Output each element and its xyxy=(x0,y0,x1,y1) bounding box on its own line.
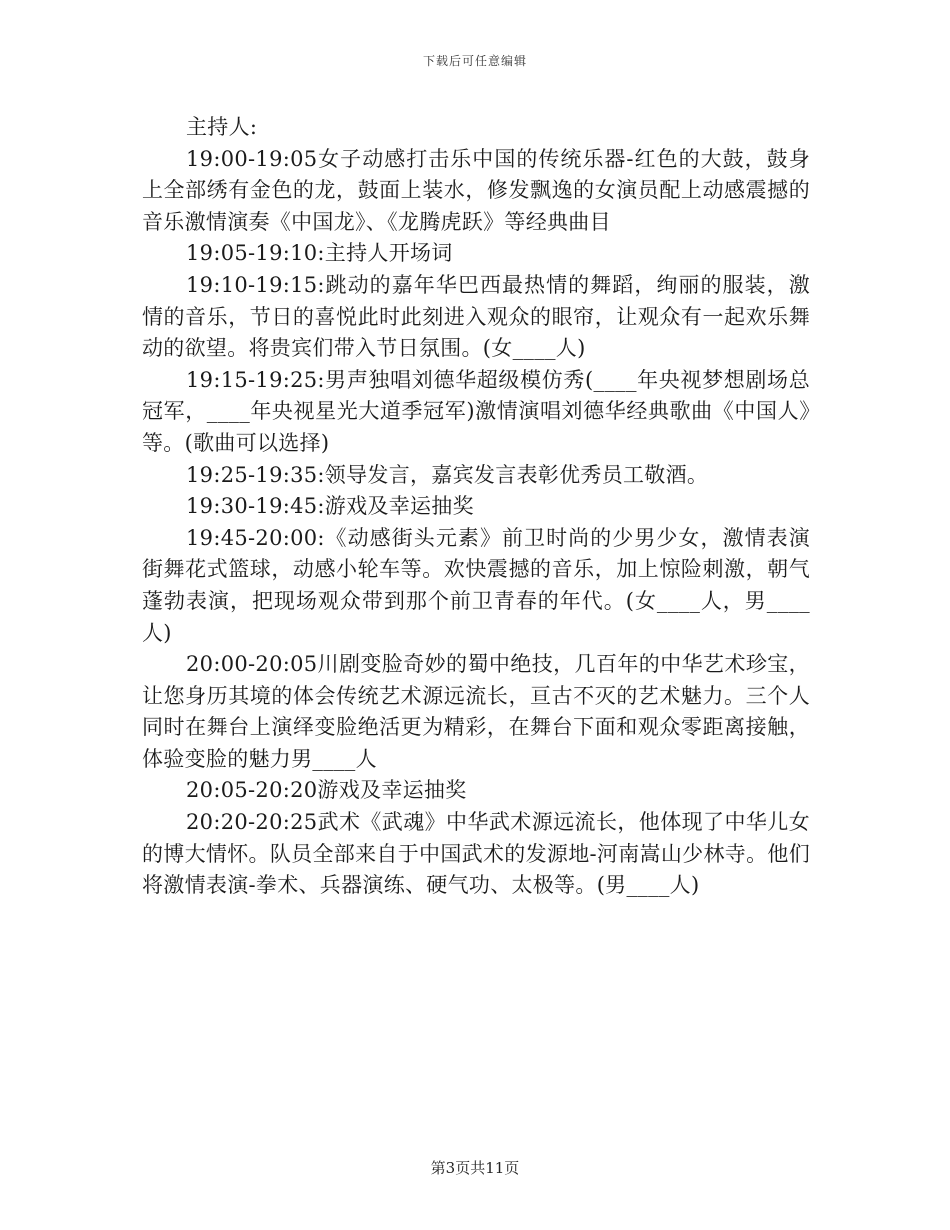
paragraph-opening-speech: 19:05-19:10:主持人开场词 xyxy=(186,241,453,266)
paragraph-street-dance: 19:45-20:00:《动感街头元素》前卫时尚的少男少女，激情表演街舞花式篮球，动感小轮车等。欢快震撼的音乐，加上惊险刺激，朝气蓬勃表演，把现场观众带到那个前卫青春的年代。(女____人，男____人) xyxy=(142,525,810,645)
paragraph-face-changing: 20:00-20:05川剧变脸奇妙的蜀中绝技，几百年的中华艺术珍宝，让您身历其境的体会传统艺术源远流长，亘古不灭的艺术魅力。三个人同时在舞台上演绎变脸绝活更为精彩，在舞台下面和观众零距离接触，体验变脸的魅力男____人 xyxy=(142,652,810,771)
paragraph-leader-speech: 19:25-19:35:领导发言，嘉宾发言表彰优秀员工敬酒。 xyxy=(186,462,709,487)
page-number: 第3页共11页 xyxy=(430,1159,520,1177)
paragraph-carnival-dance: 19:10-19:15:跳动的嘉年华巴西最热情的舞蹈，绚丽的服装，激情的音乐，节日的喜悦此时此刻进入观众的眼帘，让观众有一起欢乐舞动的欲望。将贵宾们带入节日氛围。(女____人) xyxy=(142,272,810,361)
paragraph-solo-singing: 19:15-19:25:男声独唱刘德华超级模仿秀(____年央视梦想剧场总冠军，____年央视星光大道季冠军)激情演唱刘德华经典歌曲《中国人》等。(歌曲可以选择) xyxy=(142,367,810,455)
paragraph-martial-arts: 20:20-20:25武术《武魂》中华武术源远流长，他体现了中华儿女的博大情怀。队员全部来自于中国武术的发源地-河南嵩山少林寺。他们将激情表演-拳术、兵器演练、硬气功、太极等。(男____人) xyxy=(142,810,810,898)
paragraph-host-label: 主持人: xyxy=(186,115,258,139)
paragraph-drum-performance: 19:00-19:05女子动感打击乐中国的传统乐器-红色的大鼓，鼓身上全部绣有金色的龙，鼓面上装水，修发飘逸的女演员配上动感震撼的音乐激情演奏《中国龙》、《龙腾虎跃》等经典曲目 xyxy=(142,146,810,234)
document-body xyxy=(142,112,810,902)
page-header: 下载后可任意编辑 xyxy=(422,54,527,68)
paragraph-game-lottery-2: 20:05-20:20游戏及幸运抽奖 xyxy=(186,778,467,803)
paragraph-game-lottery-1: 19:30-19:45:游戏及幸运抽奖 xyxy=(186,494,474,519)
